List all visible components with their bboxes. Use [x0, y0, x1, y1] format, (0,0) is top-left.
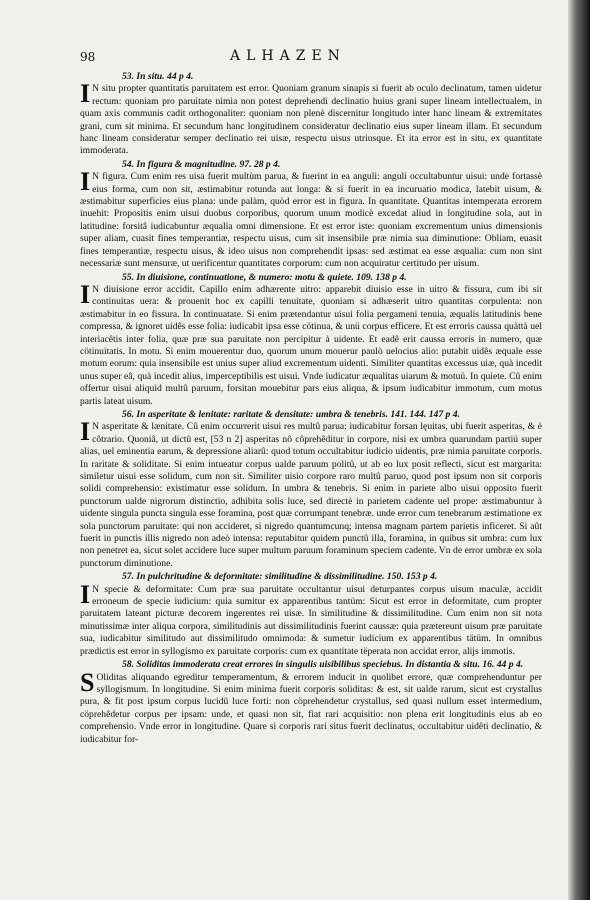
page-header: [80, 50, 540, 70]
section-paragraph: IN diuisione error accidit. Capillo enim adhærente uitro: apparebit diuisio esse in uitro & fissura, cum ibi sit continuitas uera: & prouenit hoc ex capilli tenuitate, quoniam si adhæserit uitro quantitas corpulenta: non æstimabitur in eo fissura. In continuatate. Si enim prætendantur uisui folia pergameni tenuia, æqualis latitudinis bene compressa, & ignoret uidês esse folia: iudicabit ipsa esse cötinua, & unü corpus efficere. Et est erroris caussa quàttà uel interiacêtis inter folia, quæ præ sua paruitate non percipitur à uidente. Et eadê erit caussa erroris in numero, quæ cötinuitatis. In motu. Si enim mouerentur duo, quorum unum mouerur paulò uelocius alio: putabit uidês æquale esse motum eorum: quia insensibile est unius super aliud excrementum uidenti. Similiter quantitas excessus uiæ, quà incedit unus super eâ, quà incedit alius, imperceptibilis est uisui. Vnde iudicatur æqualitas uiarum & motuü. In quiete. Cû enim offertur uisui aliquid multû paruum, forsitan mouebitur pars eius aliqua, & ipsum iudicabitur immotum, cum motus partis lateat uisum.: [80, 279, 542, 407]
section-heading: 54. In figura & magnitudine. 97. 28 p 4.: [122, 158, 281, 170]
section-heading: 57. In pulchritudine & deformitate: similitudine & dissimilitudine. 150. 153 p 4.: [122, 571, 438, 583]
section-paragraph: IN situ propter quantitatis paruitatem est error. Quoniam granum sinapis si fuerit ab oculo declinatum, tamen uidetur rectum: quoniam pro paruitate nimia non potest deprehendi declinatio huius grani super lineam intellectualem, in quam axis communis cadit orthogonaliter: quoniam non plenè discernitur longitudo inter hanc lineam & extremitates grani, cum sit minima. Et secundum hanc longitudinem consideratur declinatio eius super lineam illam. Et secundum hanc lineam consideratur semper declinatio rei uisæ, respectu uisus utriusque. Et ita error est in situ, ex quantitate immoderata.: [80, 79, 542, 157]
running-head: ALHAZEN: [230, 48, 346, 64]
section-paragraph: IN specie & deformitate: Cum præ sua paruitate occultantur uisui deturpantes corpus uisum maculæ, accidit erroneum de specie iudicium: quia sumitur ex apparentibus tantüm: Sicut est error in deformitate, cum propter paruitatem lateant picturæ decorem ingerentes rei uisæ. In similitudine & dissimilitudine. Cum enim non sit nota minutissimæ inter aliqua corpora, similitudinis aut dissimilitudinis fuerint caussæ: quia prætereunt uisum præ paruitate sua, iudicabitur similitudo aut dissimilitudo omnimoda: & sumetur iudicium ex apparentibus tätüm. In omnibus prædictis est error in syllogismo ex paruitate corporis: cum ex quantitate tëperata non accidat error, alijs immotis.: [80, 579, 542, 657]
section-paragraph: IN asperitate & lænitate. Cû enim occurrerit uisui res multû parua: iudicabitur forsan lęuitas, ubi fuerit asperitas, & è côtrario. Quoniâ, ut dictû est, [53 n 2] asperitas nô côprehêditur in corpore, nisi ex umbra quarundam partiü super alias, uel eminentia earum, & depressione aliarû: quod totum occultabitur iudicio uidentis, præ nimia paruitate corporis. In raritate & soliditate. Si enim intueatur corpus ualde paruum politû, ut ab eo lux posit reflecti, sicut est margarita: similetur uisui esse solidum, cum non sit. Similiter uisio corpore raro multû paruo, quod post ipsum non sit corporis solidi comprehensio: existimatur esse solidum. In umbra & tenebris. Si enim in pariete albo uisui opposito fuerit punctorum ualde nigrorum distinctio, adhibita solis luce, sed directè in parietem cadente uel prope: æstimabuntur à uidente singula puncta singula esse foramina, post quæ corrumpant tenebræ. unde error cum tenebrarum æstimatione ex sola punctorum paruitate: qui non accideret, si nigredo quantumcunq; intensa magnam partem parietis inficeret. Si aût fuerit in punctis illis nigredo non adeò intensa: reputabitur quidem punctû illa, foramina, in quibus sit umbra: cum lux non penetret ea, sicut solet accidere luce super multum paruum foraminum speciem cadente. Vn de error umbræ ex sola punctorum diminutione.: [80, 417, 542, 569]
section-paragraph: SOliditas aliquando egreditur temperamentum, & errorem inducit in quolibet errore, quæ comprehenduntur per syllogismum. In longitudine. Si enim minima fuerit corporis soliditas: & est, sit ualde rarum, sicut est crystallus pura, & fit post ipsum corpus lucidû luce forti: non cöprehendetur crystallus, sed quasi nullum esset intermedium, cöprehêdetur corpus per ipsam: unde, et quasi non sit, fiat rari acquisitio: non plena erit longitudinis eius ab eo comprehensio. Vnde error in longitudine. Quare si corporis rari situs fuerit declinatus, occultabitur uidêti declinatio, & iudicabitur for-: [80, 667, 542, 745]
page-number: 98: [80, 50, 96, 64]
section-heading: 58. Soliditas immoderata creat errores in singulis uisibilibus speciebus. In distantia & situ. 16. 44 p 4.: [122, 659, 524, 671]
section-heading: 53. In situ. 44 p 4.: [122, 71, 194, 82]
section-heading: 56. In asperitate & lenitate: raritate & densitate: umbra & tenebris. 141. 144. 147 p 4.: [122, 408, 460, 420]
section-paragraph: IN figura. Cum enim res uisa fuerit multùm parua, & fuerint in ea anguli: anguli occultabuntur uisui: unde fortassè eius forma, cum non sit, æstimabitur rotunda aut longa: & si fuerit in ea incuruatio modica, latebit uisum, & æstimabitur superficies eius plana: unde palàm, quòd error est in figura. In quantitate. Quantitas intemperata errorem inuehit: Propositis enim uisui duobus corporibus, quorum unum modicè excedat aliud in longitudine sola, aut in latitudine: forsitâ iudicabuntur æqualia omni dimensione. Et est error iste: quoniam excrementum unius dimensionis super aliam, cuasit fines temperantiæ, respectu uisus, cum sit insensibile præ nimia sua diminutione: Obliam, euasit fines temperantiæ, respectu uisus, & ideo uisus non comprehendit ipsas: sed æstimat ea esse æqualia: cum non sint necessariæ sunt mensuræ, ut uerificentur quantitates corporum: cum non acquiratur certitudo per uisum.: [80, 167, 542, 270]
book-gutter-shadow: [568, 0, 590, 900]
body-text: [80, 70, 542, 746]
section-heading: 55. In diuisione, continuatione, & numero: motu & quiete. 109. 138 p 4.: [122, 271, 407, 283]
